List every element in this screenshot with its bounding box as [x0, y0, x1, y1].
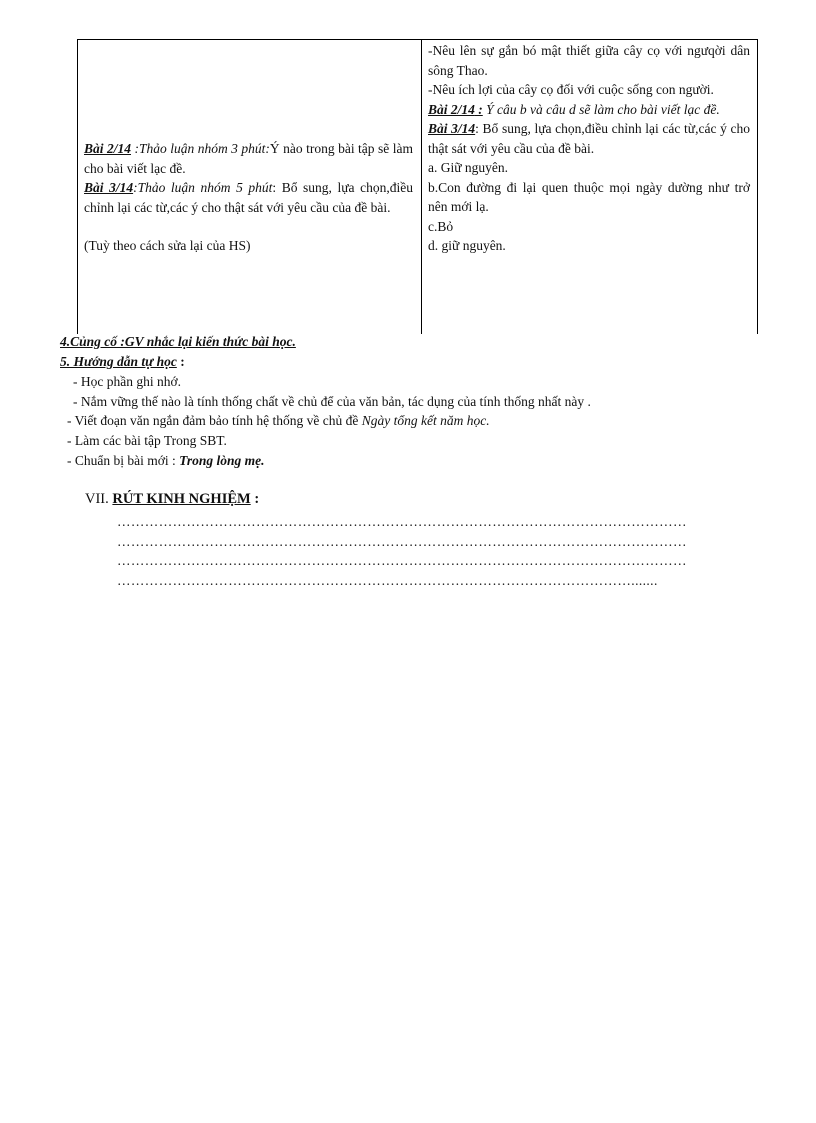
- answer-c: c.Bỏ: [428, 218, 454, 234]
- answer-line: -Nêu ích lợi của cây cọ đối với cuộc sống con người.: [428, 82, 714, 97]
- answer-d: d. giữ nguyên.: [428, 238, 506, 253]
- list-item: - Viết đoạn văn ngắn đảm bảo tính hệ thống về chủ đề Ngày tổng kết năm học.: [67, 413, 490, 429]
- teacher-activity: [84, 139, 413, 256]
- section-experience-heading: VII. RÚT KINH NGHIỆM :: [85, 491, 260, 507]
- dotted-line: ……………………………………………………………………………………………………………: [117, 553, 687, 568]
- section-self-study-heading: 5. Hướng dẫn tự học :: [60, 354, 185, 369]
- dotted-line: ……………………………………………………………………………………………………………: [117, 514, 687, 529]
- exercise-2-answer: Bài 2/14 : Ý câu b và câu d sẽ làm cho bài viết lạc đề.: [428, 101, 720, 117]
- exercise-2-prompt: Bài 2/14 :Thảo luận nhóm 3 phút:Ý nào trong bài tập sẽ làm cho bài viết lạc đề.: [84, 141, 414, 176]
- answer-line: -Nêu lên sự gắn bó mật thiết giữa cây cọ với ngưqời dân sông Thao.: [428, 43, 750, 78]
- experience-lines: [117, 512, 757, 590]
- answer-b: b.Con đường đi lại quen thuộc mọi ngày dường như trở nên mới lạ.: [428, 179, 750, 214]
- section-consolidation: 4.Củng cố :GV nhắc lại kiến thức bài học.: [60, 334, 296, 349]
- student-column: [428, 41, 750, 256]
- dotted-line: ………………………………………………………………………………………………….......: [117, 572, 658, 588]
- dotted-line: ……………………………………………………………………………………………………………: [117, 533, 687, 549]
- lesson-table: [77, 39, 758, 334]
- teacher-column: [78, 40, 422, 334]
- teacher-note: (Tuỳ theo cách sửa lại của HS): [84, 238, 251, 254]
- exercise-3-answer: Bài 3/14: Bổ sung, lựa chọn,điều chỉnh lại các từ,các ý cho thật sát với yêu cầu của đề bài.: [428, 121, 750, 156]
- list-item: - Chuẩn bị bài mới : Trong lòng mẹ.: [67, 452, 265, 468]
- self-study-list: [67, 372, 591, 471]
- list-item: - Làm các bài tập Trong SBT.: [67, 433, 227, 449]
- list-item: - Nắm vững thế nào là tính thống chất về chủ để của văn bản, tác dụng của tính thống nhất này .: [73, 393, 591, 409]
- list-item: - Học phần ghi nhớ.: [73, 374, 181, 389]
- exercise-3-prompt: Bài 3/14:Thảo luận nhóm 5 phút: Bổ sung, lựa chọn,điều chỉnh lại các từ,các ý cho thật sát với yêu cầu của đề bài.: [84, 180, 413, 215]
- answer-a: a. Giữ nguyên.: [428, 160, 509, 175]
